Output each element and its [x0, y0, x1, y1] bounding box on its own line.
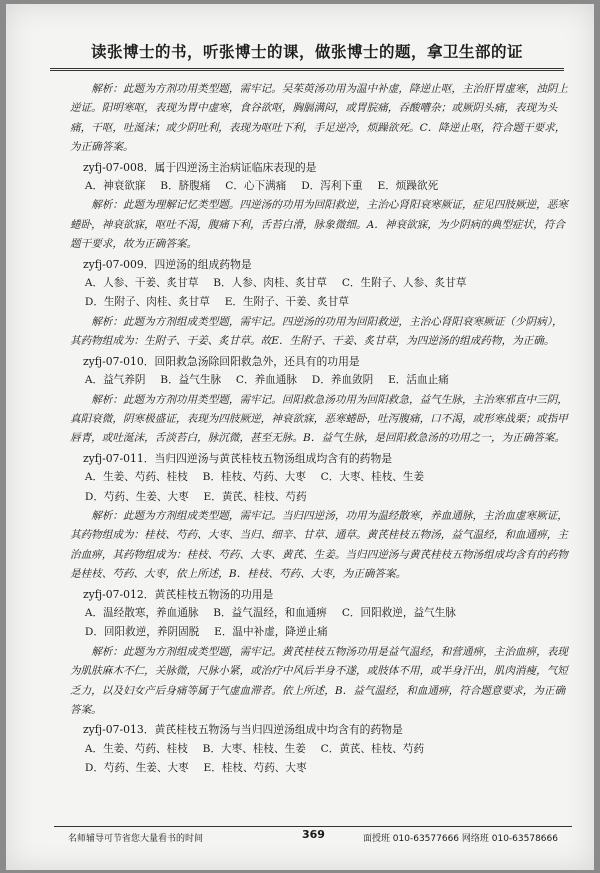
question-text: zyfj-07-011．当归四逆汤与黄芪桂枝五物汤组成均含有的药物是 — [82, 451, 393, 465]
answer-option: A．生姜、芍药、桂枝 — [84, 471, 188, 484]
answer-option: D．芍药、生姜、大枣 — [84, 490, 189, 503]
answer-option: E．生附子、干姜、炙甘草 — [224, 296, 349, 309]
analysis-text: 解析：此题为方剂功用类型题，需牢记。回阳救急汤功用为回阳救急，益气生脉，主治寒邪直中三阴，真阳衰微，阴寒极盛证，表现为四肢厥逆，神衰欲寐，恶寒蜷卧，吐泻腹痛，口不渴，或形寒战栗；或指甲唇青，或吐涎沫，舌淡苔白，脉沉微，甚至无脉。B．益气生脉，是回阳救急汤的功用之一，为正确答案。 — [70, 393, 568, 445]
page-number: 369 — [302, 828, 325, 841]
question-text: zyfj-07-009．四逆汤的组成药物是 — [82, 257, 252, 271]
answer-option: C．养血通脉 — [235, 374, 297, 387]
analysis-text: 解析：此题为方剂组成类型题，需牢记。黄芪桂枝五物汤功用是益气温经，和营通痹，主治血痹，表现为肌肤麻木不仁，关脉微，尺脉小紧，或治疗中风后半身不遂，或肢体不用，或半身汗出，肌肉消瘦，气短乏力，以及妇女产后身痛等属于气虚血滞者。依上所述，B．益气温经，和血通痹，符合题意要求，为正确答案。 — [70, 645, 568, 716]
answer-options — [85, 468, 568, 487]
answer-options — [85, 371, 568, 390]
answer-option: C．生附子、人参、炙甘草 — [341, 277, 467, 290]
analysis-text: 解析：此题为方剂组成类型题，需牢记。四逆汤的功用为回阳救逆，主治心肾阳衰寒厥证（少阴病），其药物组成为：生附子、干姜、炙甘草。故E．生附子、干姜、炙甘草，为四逆汤的组成药物，为正确。 — [70, 315, 563, 348]
page-content — [70, 80, 568, 779]
answer-option: C．黄芪、桂枝、芍药 — [320, 742, 425, 755]
answer-option: E．烦躁欲死 — [377, 180, 439, 193]
answer-option: E．温中补虚，降逆止痛 — [214, 626, 328, 639]
footer-slogan: 名师辅导可节省您大量看书的时间 — [68, 834, 204, 844]
answer-option: B．人参、肉桂、炙甘草 — [213, 277, 327, 290]
answer-option: C．回阳救逆，益气生脉 — [341, 606, 456, 619]
answer-option: B．大枣、桂枝、生姜 — [202, 742, 306, 755]
answer-option: E．桂枝、芍药、大枣 — [203, 762, 307, 775]
answer-options — [85, 488, 568, 507]
analysis-text: 解析：此题为理解记忆类型题。四逆汤的功用为回阳救逆，主治心肾阳衰寒厥证，症见四肢厥逆，恶寒蜷卧，神衰欲寐，呕吐不渴，腹痛下利，舌苔白滑，脉象微细。A．神衰欲寐，为少阴病的典型症状，符合题干要求，故为正确答案。 — [70, 199, 568, 251]
answer-option: D．养血敛阴 — [311, 374, 374, 387]
answer-options — [85, 740, 568, 759]
answer-option: D．芍药、生姜、大枣 — [84, 762, 189, 775]
question-text: zyfj-07-008．属于四逆汤主治病证临床表现的是 — [82, 160, 317, 174]
page-header: 读张博士的书，听张博士的课，做张博士的题，拿卫生部的证 — [50, 40, 564, 71]
answer-option: D．泻利下重 — [301, 180, 363, 193]
answer-options — [85, 623, 568, 642]
answer-option: E．活血止痛 — [388, 374, 449, 387]
page-footer — [54, 826, 572, 846]
answer-option: B．益气温经，和血通痹 — [213, 606, 327, 619]
answer-option: A．益气养阴 — [84, 374, 146, 387]
answer-options — [85, 293, 568, 312]
answer-option: B．桂枝、芍药、大枣 — [202, 471, 306, 484]
footer-contact: 面授班 010-63577666 网络班 010-63578666 — [362, 834, 558, 844]
answer-option: A．神衰欲寐 — [84, 180, 146, 193]
analysis-text: 解析：此题为方剂功用类型题，需牢记。吴茱萸汤功用为温中补虚，降逆止呕，主治肝胃虚寒，浊阴上逆证。阳明寒呕，表现为胃中虚寒，食谷欲呕，胸膈满闷，或胃脘痛，吞酸嘈杂；或厥阴头痛，表现为头痛，干呕，吐涎沫；或少阴吐利，表现为呕吐下利，手足逆冷，烦躁欲死。C．降逆止呕，符合题干要求，为正确答案。 — [70, 83, 568, 154]
answer-option: A．生姜、芍药、桂枝 — [84, 742, 188, 755]
answer-options — [85, 274, 568, 293]
answer-option: D．回阳救逆，养阴固脱 — [84, 626, 200, 639]
question-text: zyfj-07-010．回阳救急汤除回阳救急外，还具有的功用是 — [82, 354, 360, 368]
answer-option: E．黄芪、桂枝、芍药 — [203, 490, 307, 503]
document-page — [6, 4, 594, 870]
answer-option: A．温经散寒，养血通脉 — [84, 606, 199, 619]
answer-options — [85, 759, 568, 778]
answer-options — [85, 177, 568, 196]
analysis-text: 解析：此题为方剂组成类型题，需牢记。当归四逆汤，功用为温经散寒，养血通脉，主治血虚寒厥证，其药物组成为：桂枝、芍药、大枣、当归、细辛、甘草、通草。黄芪桂枝五物汤，益气温经，和血通痹，主治血痹，其药物组成为：桂枝、芍药、大枣、黄芪、生姜。当归四逆汤与黄芪桂枝五物汤组成均含有的药物是桂枝、芍药、大枣，依上所述，B．桂枝、芍药、大枣，为正确答案。 — [70, 509, 568, 581]
answer-option: C．大枣、桂枝、生姜 — [320, 471, 425, 484]
question-text: zyfj-07-012．黄芪桂枝五物汤的功用是 — [82, 587, 274, 601]
answer-options — [85, 604, 568, 623]
answer-option: B．脐腹痛 — [160, 180, 211, 193]
answer-option: C．心下满痛 — [225, 180, 287, 193]
answer-option: D．生附子、肉桂、炙甘草 — [84, 296, 210, 309]
answer-option: B．益气生脉 — [160, 374, 222, 387]
answer-option: A．人参、干姜、炙甘草 — [84, 277, 199, 290]
question-text: zyfj-07-013．黄芪桂枝五物汤与当归四逆汤组成中均含有的药物是 — [82, 723, 403, 737]
